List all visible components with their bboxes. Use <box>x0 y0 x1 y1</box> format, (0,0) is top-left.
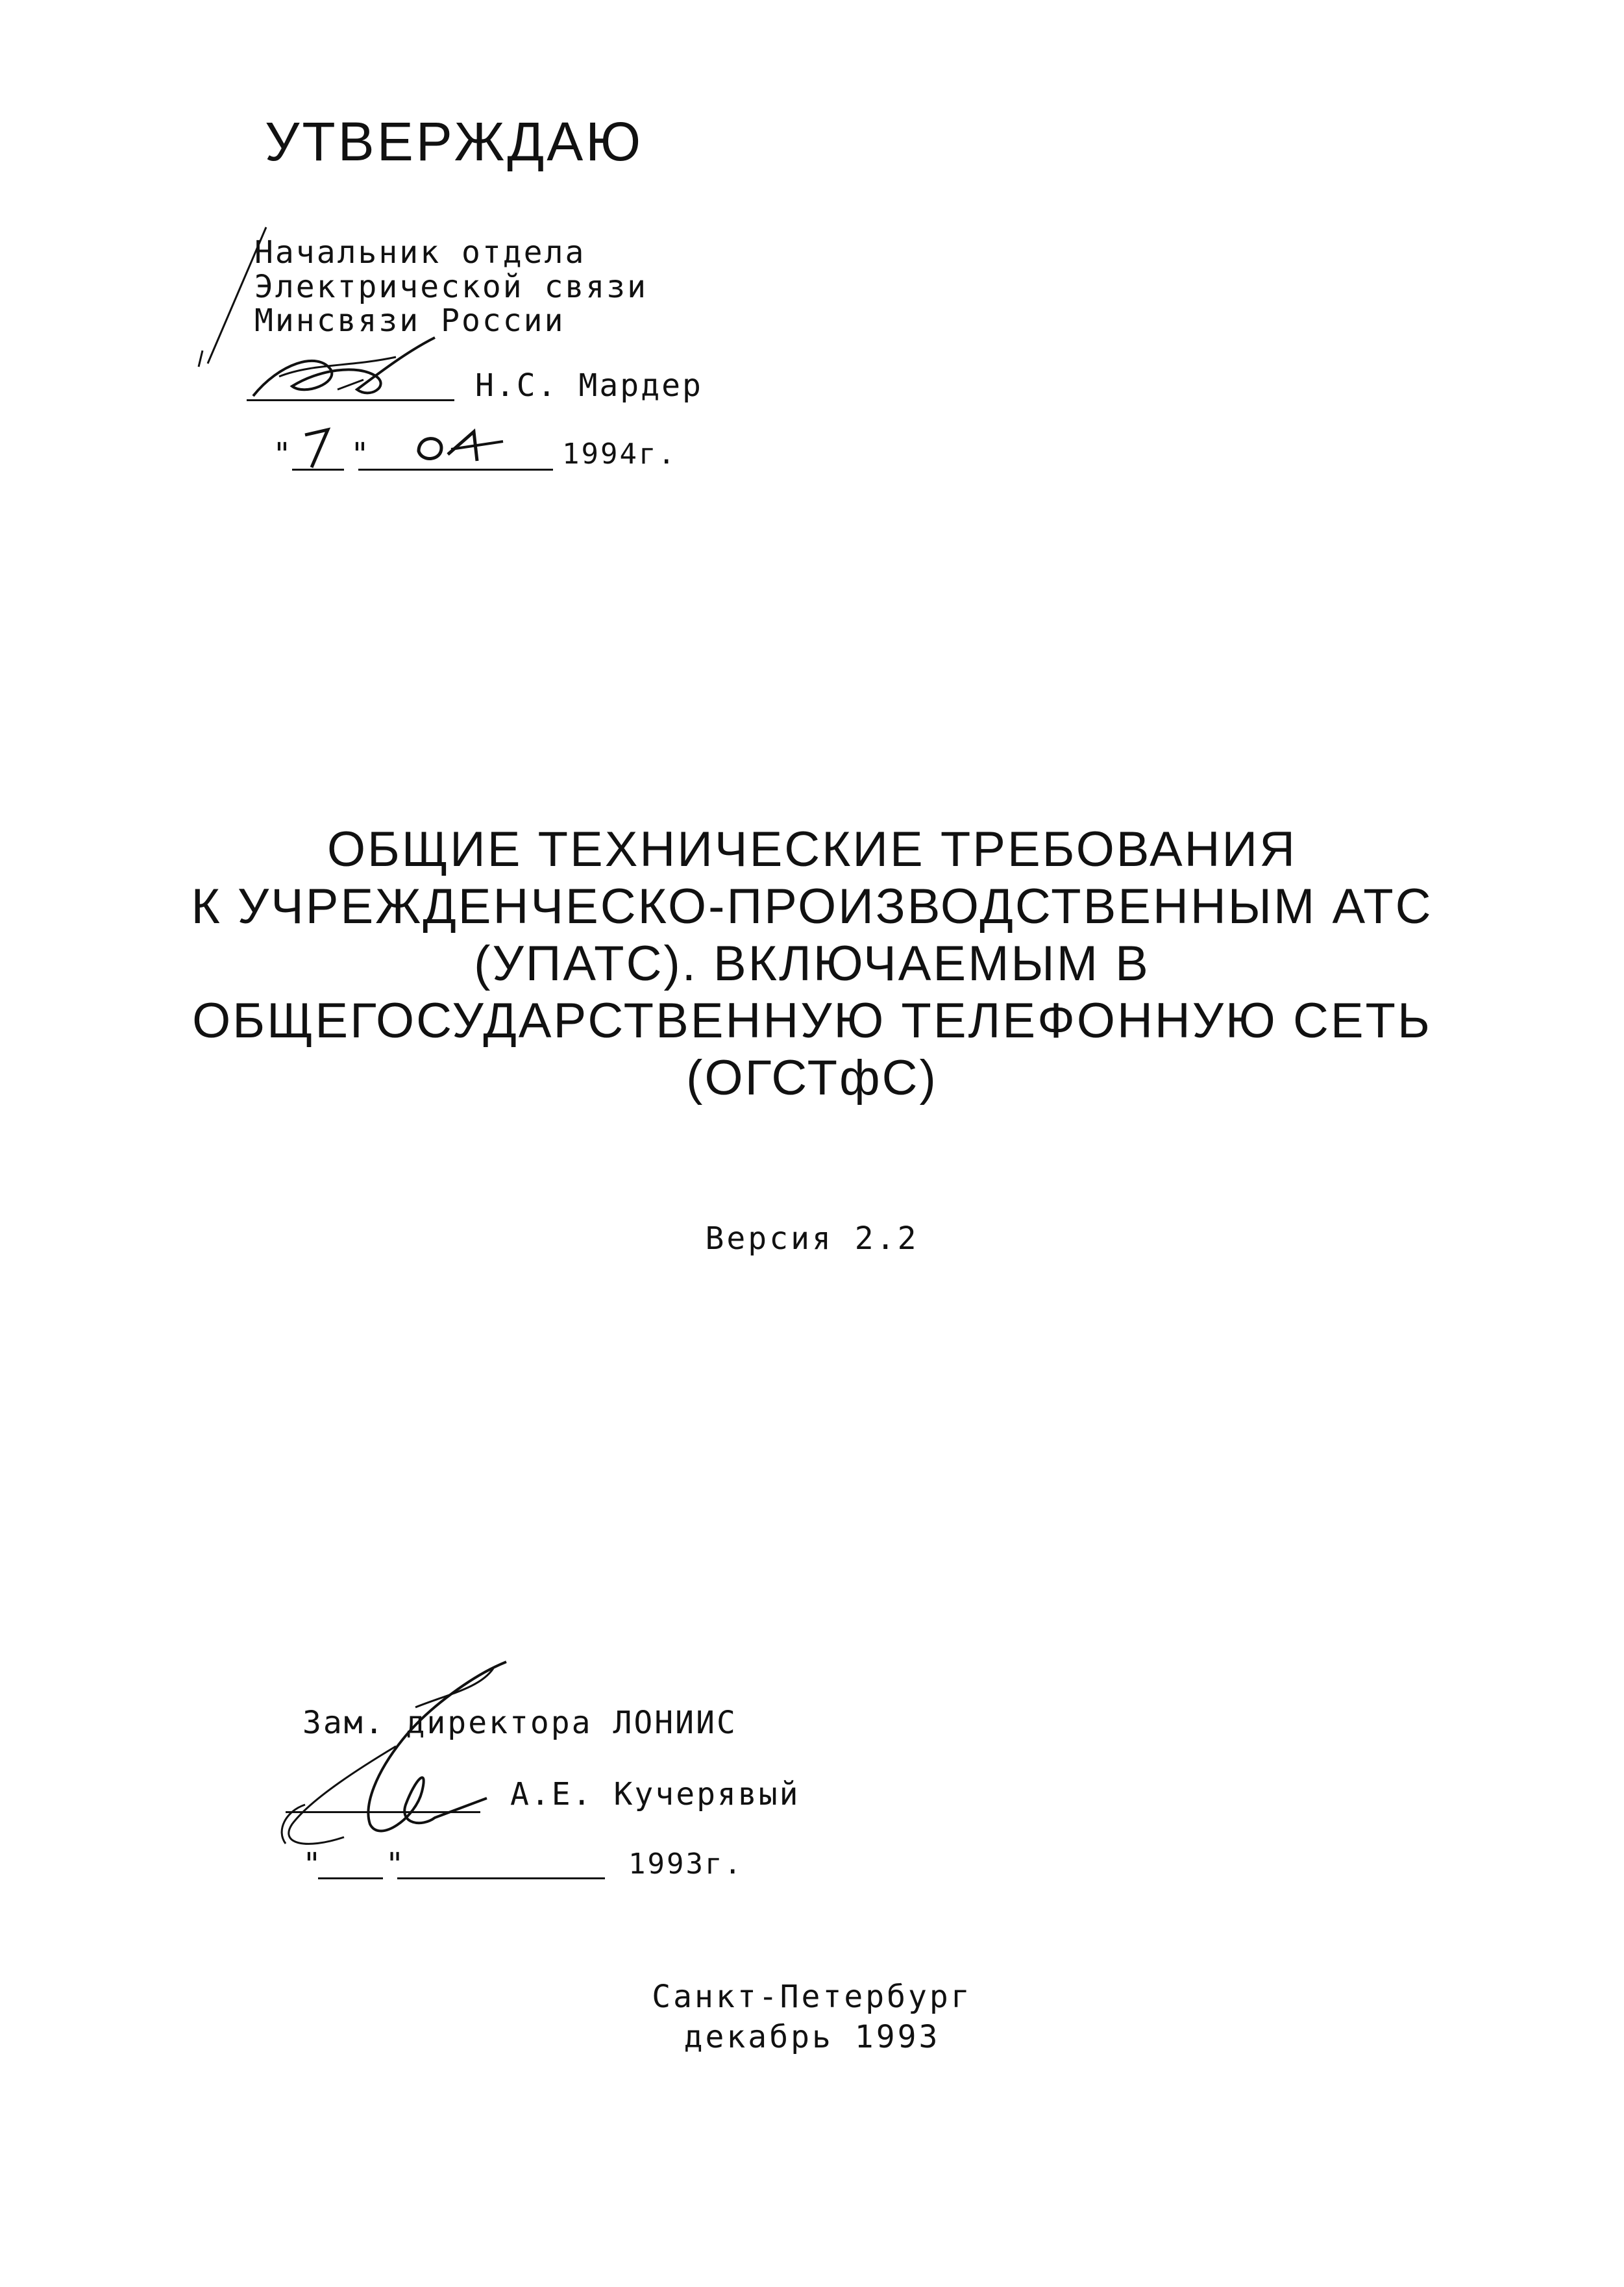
approver-name: Н.С. Мардер <box>475 367 703 404</box>
approval-position-line3: Минсвязи России <box>254 303 565 339</box>
deputy-position: Зам. директора ЛОНИИС <box>302 1705 737 1741</box>
title-line-5: (ОГСТфС) <box>686 1050 938 1106</box>
approval-date-quote-open: " <box>273 436 293 473</box>
city: Санкт-Петербург <box>652 1979 972 2015</box>
title-line-4: ОБЩЕГОСУДАРСТВЕННУЮ ТЕЛЕФОННУЮ СЕТЬ <box>192 993 1432 1048</box>
approval-date-month-handwritten <box>412 415 516 474</box>
deputy-date-day-line <box>318 1877 383 1879</box>
deputy-date-month-line <box>397 1877 605 1879</box>
deputy-date-year: 1993г. <box>628 1848 743 1881</box>
signature-line-marder <box>247 399 454 401</box>
approval-position-line1: Начальник отдела <box>254 234 586 271</box>
title-line-3: (УПАТС). ВКЛЮЧАЕМЫМ В <box>474 936 1150 991</box>
approval-date-month-text: 04 <box>412 415 413 416</box>
approval-date-year: 1994г. <box>562 438 677 471</box>
publication-date: декабрь 1993 <box>683 2019 941 2055</box>
signature-line-kucheryavy <box>286 1811 480 1813</box>
document-version: Версия 2.2 <box>705 1220 919 1257</box>
approval-date-day-handwritten <box>295 422 341 474</box>
approval-date-quote-close: " <box>351 436 371 473</box>
document-title <box>0 821 1624 1107</box>
signature-kucheryavy <box>266 1649 513 1863</box>
approval-date-day-text: 1 <box>295 422 296 423</box>
approval-heading: УТВЕРЖДАЮ <box>265 111 644 172</box>
approval-date-month-line <box>358 469 553 471</box>
place-and-date <box>0 1977 1624 2057</box>
title-line-1: ОБЩИЕ ТЕХНИЧЕСКИЕ ТРЕБОВАНИЯ <box>326 822 1298 877</box>
deputy-name: А.Е. Кучерявый <box>510 1776 800 1812</box>
approval-position-line2: Электрической связи <box>254 269 648 305</box>
signature-marder <box>240 325 461 409</box>
deputy-date-quotes: " " <box>302 1846 406 1883</box>
title-line-2: К УЧРЕЖДЕНЧЕСКО-ПРОИЗВОДСТВЕННЫМ АТС <box>191 879 1433 934</box>
approval-date-day-line <box>292 469 344 471</box>
